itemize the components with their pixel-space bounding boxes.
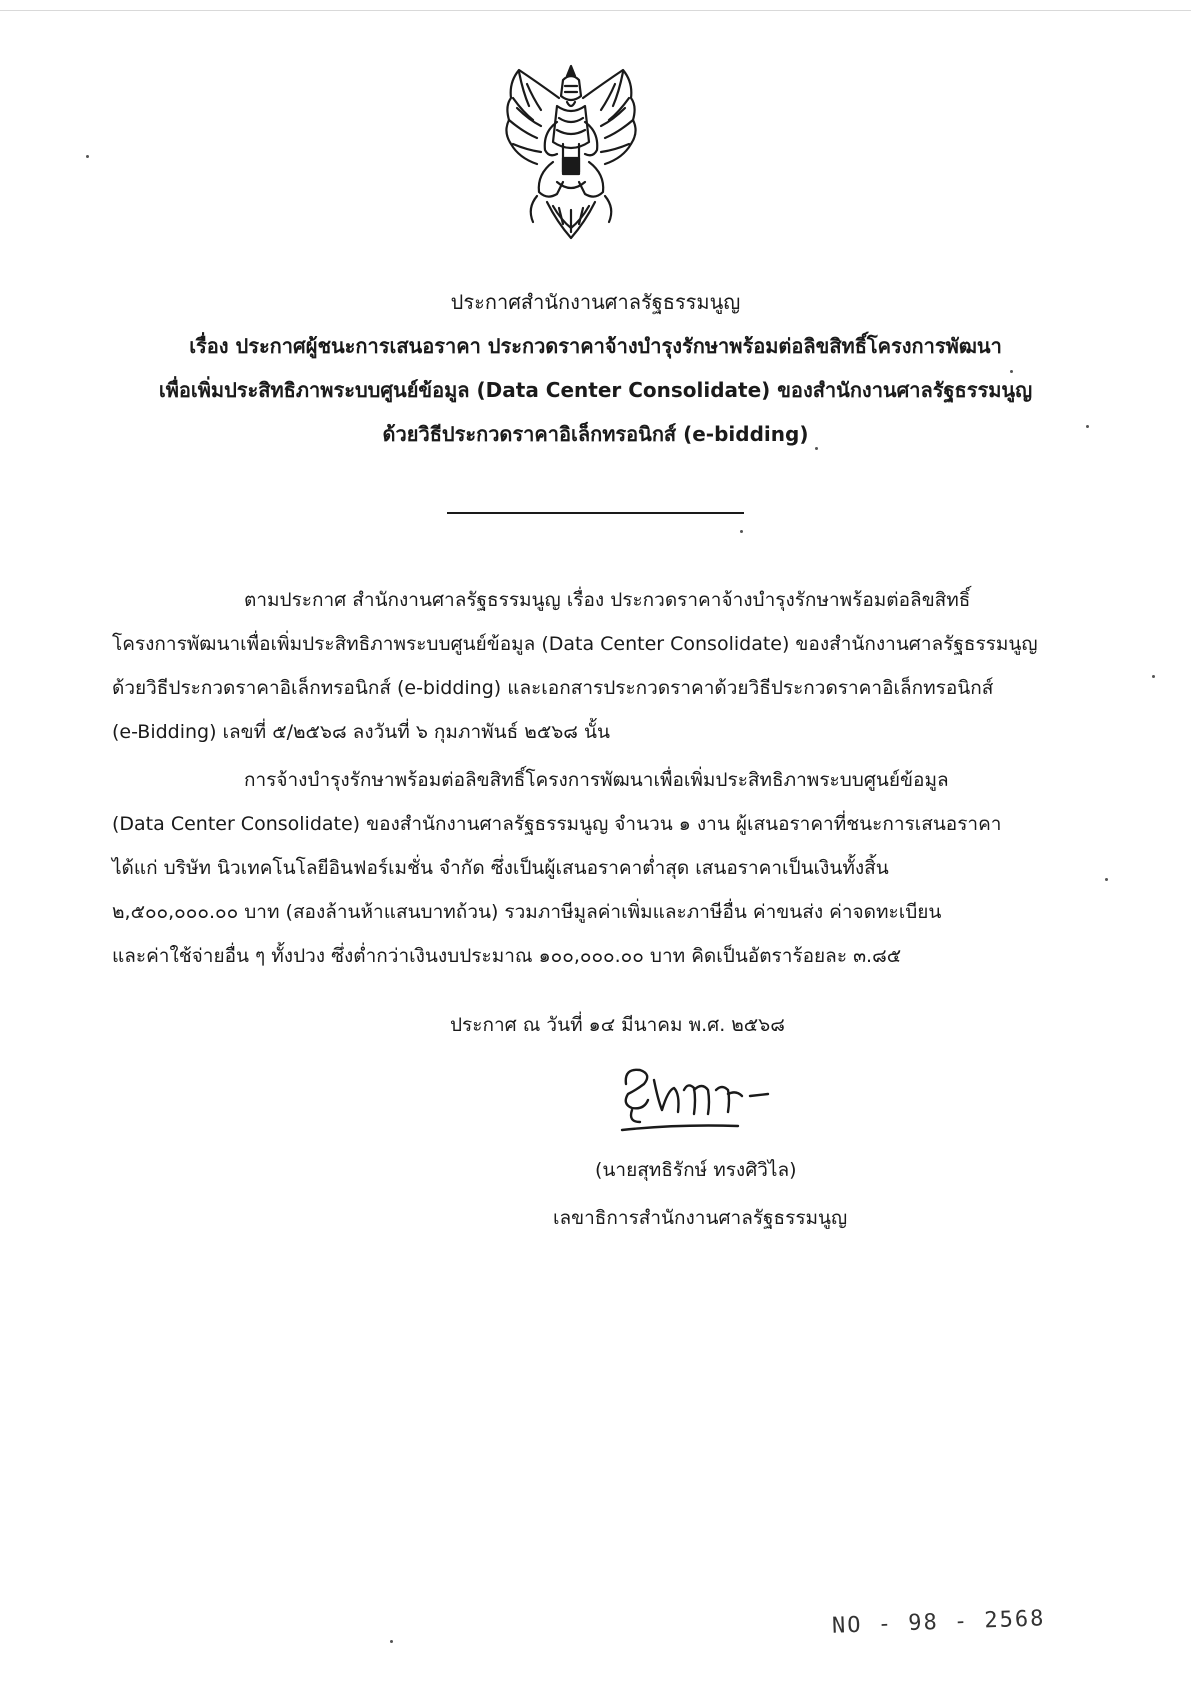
heading-divider (447, 512, 744, 514)
handwritten-signature (618, 1060, 778, 1140)
paragraph-2-line-2: (Data Center Consolidate) ของสำนักงานศาลรัฐธรรมนูญ จำนวน ๑ งาน ผู้เสนอราคาที่ชนะการเสนอราคา (112, 813, 1002, 835)
signer-name: (นายสุทธิรักษ์ ทรงศิวิไล) (595, 1159, 797, 1181)
subject-line-3: ด้วยวิธีประกวดราคาอิเล็กทรอนิกส์ (e-bidding) (382, 422, 809, 446)
document-number-stamp: NO - 98 - 2568 (831, 1606, 1046, 1639)
announcement-title: ประกาศสำนักงานศาลรัฐธรรมนูญ (450, 290, 741, 314)
paragraph-1-line-1: ตามประกาศ สำนักงานศาลรัฐธรรมนูญ เรื่อง ประกวดราคาจ้างบำรุงรักษาพร้อมต่อลิขสิทธิ์ (244, 589, 971, 611)
scan-edge-line (0, 10, 1191, 11)
garuda-emblem-icon (497, 62, 645, 242)
paragraph-2-line-1: การจ้างบำรุงรักษาพร้อมต่อลิขสิทธิ์โครงการพัฒนาเพื่อเพิ่มประสิทธิภาพระบบศูนย์ข้อมูล (244, 769, 949, 791)
paragraph-1-line-2: โครงการพัฒนาเพื่อเพิ่มประสิทธิภาพระบบศูนย์ข้อมูล (Data Center Consolidate) ของสำนักงานศาลรัฐธรรมนูญ (112, 633, 1038, 655)
scan-speck (1152, 675, 1155, 678)
scan-speck (1010, 370, 1013, 373)
announcement-date: ประกาศ ณ วันที่ ๑๔ มีนาคม พ.ศ. ๒๕๖๘ (450, 1014, 785, 1036)
announcement-body (112, 578, 1042, 978)
scan-speck (86, 155, 89, 158)
paragraph-2-line-5: และค่าใช้จ่ายอื่น ๆ ทั้งปวง ซึ่งต่ำกว่าเงินงบประมาณ ๑๐๐,๐๐๐.๐๐ บาท คิดเป็นอัตราร้อยละ ๓.๘๕ (112, 945, 902, 967)
paragraph-1-line-3: ด้วยวิธีประกวดราคาอิเล็กทรอนิกส์ (e-bidding) และเอกสารประกวดราคาด้วยวิธีประกวดราคาอิเล็กทรอนิกส์ (112, 677, 994, 699)
paragraph-1-line-4: (e-Bidding) เลขที่ ๕/๒๕๖๘ ลงวันที่ ๖ กุมภาพันธ์ ๒๕๖๘ นั้น (112, 721, 610, 743)
scan-speck (390, 1640, 393, 1643)
paragraph-2-line-3: ได้แก่ บริษัท นิวเทคโนโลยีอินฟอร์เมชั่น จำกัด ซึ่งเป็นผู้เสนอราคาต่ำสุด เสนอราคาเป็นเงินทั้งสิ้น (112, 857, 889, 879)
scan-speck (1105, 878, 1108, 881)
scan-speck (1086, 425, 1089, 428)
scan-speck (815, 447, 818, 450)
subject-line-1: เรื่อง ประกาศผู้ชนะการเสนอราคา ประกวดราคาจ้างบำรุงรักษาพร้อมต่อลิขสิทธิ์โครงการพัฒนา (189, 334, 1002, 358)
paragraph-2-line-4: ๒,๕๐๐,๐๐๐.๐๐ บาท (สองล้านห้าแสนบาทถ้วน) รวมภาษีมูลค่าเพิ่มและภาษีอื่น ค่าขนส่ง ค่าจดทะเบียน (112, 901, 942, 923)
announcement-heading-block (0, 280, 1191, 456)
subject-line-2: เพื่อเพิ่มประสิทธิภาพระบบศูนย์ข้อมูล (Data Center Consolidate) ของสำนักงานศาลรัฐธรรมนูญ (158, 378, 1033, 402)
signer-title: เลขาธิการสำนักงานศาลรัฐธรรมนูญ (553, 1207, 848, 1229)
scan-speck (740, 530, 743, 533)
